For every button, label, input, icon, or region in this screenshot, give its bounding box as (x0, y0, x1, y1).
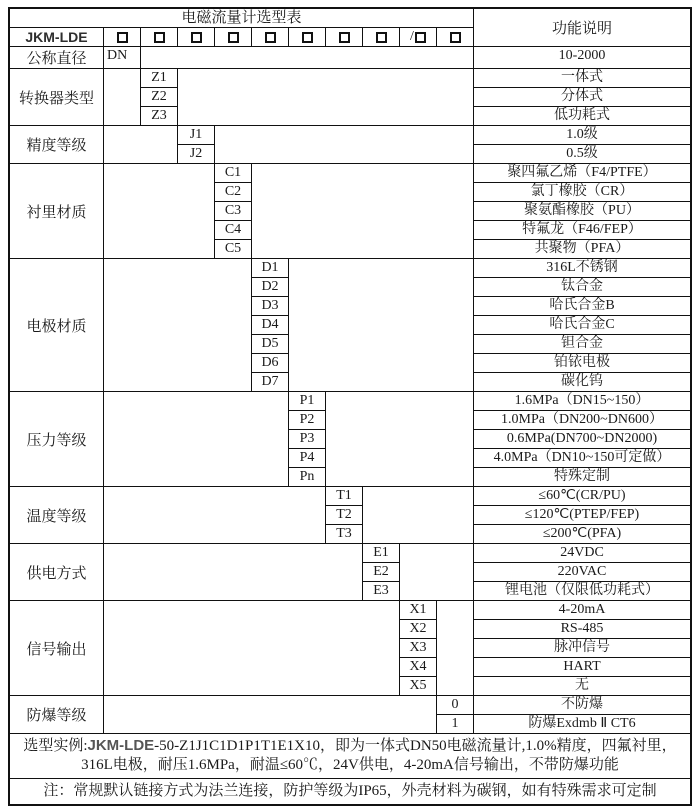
category-label: 精度等级 (10, 126, 104, 163)
merged-empty-cell (104, 544, 363, 600)
category-label: 电极材质 (10, 259, 104, 391)
merged-empty-cell (104, 487, 326, 543)
section-nominal-diameter (10, 46, 690, 68)
code-cell: D3 (252, 296, 288, 315)
model-prefix-label: JKM-LDE (10, 28, 104, 46)
code-cell: T3 (326, 524, 362, 543)
merged-empty-cell (252, 164, 474, 258)
category-label: 公称直径 (10, 47, 104, 68)
table-title: 电磁流量计选型表 (10, 9, 473, 28)
example-prefix: 选型实例: (23, 738, 88, 754)
example-brand: JKM-LDE (87, 737, 155, 754)
merged-empty-cell (437, 601, 474, 695)
section-electrode-material (10, 258, 690, 391)
checkbox-icon[interactable] (228, 32, 239, 43)
category-label: 信号输出 (10, 601, 104, 695)
merged-empty-cell (178, 69, 474, 125)
section-converter-type (10, 68, 690, 125)
merged-empty-cell (104, 696, 437, 733)
checkbox-icon[interactable] (450, 32, 461, 43)
model-code-row (10, 28, 473, 46)
merged-empty-cell (289, 259, 474, 391)
function-cell: 锂电池（仅限低功耗式） (474, 581, 690, 600)
code-cell: Pn (289, 467, 325, 486)
category-label: 衬里材质 (10, 164, 104, 258)
code-cell: P1 (299, 393, 315, 408)
merged-empty-cell (141, 47, 474, 68)
merged-empty-cell (104, 69, 141, 125)
function-cell: 哈氏合金C (474, 315, 690, 334)
code-box-cell (104, 28, 141, 46)
function-cell: 4.0MPa（DN10~150可定做） (474, 448, 690, 467)
code-cell: C3 (215, 201, 251, 220)
table-header (10, 9, 690, 46)
function-cell: ≤200℃(PFA) (474, 524, 690, 543)
function-cell: 220VAC (474, 562, 690, 581)
function-cell: RS-485 (474, 619, 690, 638)
function-cell: 铂铱电极 (474, 353, 690, 372)
merged-empty-cell (104, 164, 215, 258)
code-cell: D1 (261, 260, 279, 275)
merged-empty-cell (215, 126, 474, 163)
merged-empty-cell (104, 601, 400, 695)
category-label: 供电方式 (10, 544, 104, 600)
function-cell: 无 (474, 676, 690, 695)
function-column-header: 功能说明 (551, 21, 612, 37)
selection-table (8, 7, 692, 806)
category-label: 转换器类型 (10, 69, 104, 125)
category-label: 防爆等级 (10, 696, 104, 733)
function-cell: 4-20mA (558, 602, 606, 617)
code-cell: T1 (336, 488, 352, 503)
checkbox-icon[interactable] (339, 32, 350, 43)
code-cell: DN (107, 48, 128, 63)
code-cell: D5 (252, 334, 288, 353)
function-cell: 特殊定制 (474, 467, 690, 486)
function-cell: 钛合金 (474, 277, 690, 296)
function-cell: ≤60℃(CR/PU) (538, 488, 626, 503)
function-cell: 低功耗式 (474, 106, 690, 125)
code-cell: J2 (178, 144, 214, 163)
function-cell: ≤120℃(PTEP/FEP) (474, 505, 690, 524)
code-box-cell (252, 28, 289, 46)
code-cell: X3 (400, 638, 436, 657)
merged-empty-cell (400, 544, 474, 600)
code-cell: Z1 (151, 70, 167, 85)
code-box-cell (363, 28, 400, 46)
function-cell: 一体式 (561, 70, 603, 85)
code-cell: E1 (373, 545, 389, 560)
code-cell: C5 (215, 239, 251, 258)
code-cell: Z3 (141, 106, 177, 125)
section-pressure-rating (10, 391, 690, 486)
code-cell: P4 (289, 448, 325, 467)
section-power-supply (10, 543, 690, 600)
code-box-cell (141, 28, 178, 46)
section-liner-material (10, 163, 690, 258)
code-cell: Z2 (141, 87, 177, 106)
code-cell: D4 (252, 315, 288, 334)
section-accuracy-class (10, 125, 690, 163)
function-cell: 聚氨酯橡胶（PU） (474, 201, 690, 220)
function-cell: 聚四氟乙烯（F4/PTFE） (507, 165, 657, 180)
function-cell: 24VDC (560, 545, 604, 560)
code-cell: J1 (189, 127, 203, 142)
checkbox-icon[interactable] (154, 32, 165, 43)
checkbox-icon[interactable] (415, 32, 426, 43)
function-cell: 哈氏合金B (474, 296, 690, 315)
checkbox-icon[interactable] (265, 32, 276, 43)
code-cell: E3 (363, 581, 399, 600)
code-cell: C4 (215, 220, 251, 239)
code-box-cell (400, 28, 437, 46)
function-cell: 1.0级 (566, 127, 598, 142)
footnote: 注：常规默认链接方式为法兰连接，防护等级为IP65，外壳材料为碳钢，如有特殊需求可定制 (10, 778, 690, 804)
category-label: 压力等级 (10, 392, 104, 486)
function-cell: 分体式 (474, 87, 690, 106)
code-box-cell (326, 28, 363, 46)
code-box-cell (215, 28, 252, 46)
function-cell: 钽合金 (474, 334, 690, 353)
function-cell: 碳化钨 (474, 372, 690, 391)
code-box-cell (437, 28, 473, 46)
merged-empty-cell (104, 259, 252, 391)
function-cell: 316L不锈钢 (546, 260, 618, 275)
code-cell: D6 (252, 353, 288, 372)
code-cell: E2 (363, 562, 399, 581)
code-cell: X2 (400, 619, 436, 638)
checkbox-icon[interactable] (117, 32, 128, 43)
function-cell: HART (474, 657, 690, 676)
function-cell: 防爆Exdmb Ⅱ CT6 (474, 714, 690, 733)
function-cell: 10-2000 (558, 48, 606, 63)
code-cell: P2 (289, 410, 325, 429)
checkbox-icon[interactable] (376, 32, 387, 43)
function-cell: 1.6MPa（DN15~150） (514, 393, 650, 408)
merged-empty-cell (104, 126, 178, 163)
section-explosion-proof (10, 695, 690, 733)
code-cell: D2 (252, 277, 288, 296)
selection-example (10, 733, 690, 778)
function-cell: 1.0MPa（DN200~DN600） (474, 410, 690, 429)
code-cell: D7 (252, 372, 288, 391)
code-cell: X1 (409, 602, 427, 617)
merged-empty-cell (326, 392, 474, 486)
merged-empty-cell (363, 487, 474, 543)
function-cell: 脉冲信号 (474, 638, 690, 657)
checkbox-icon[interactable] (191, 32, 202, 43)
code-box-cell (289, 28, 326, 46)
code-cell: X5 (400, 676, 436, 695)
box-prefix: / (410, 29, 414, 44)
function-cell: 特氟龙（F46/FEP） (474, 220, 690, 239)
code-box-cell (178, 28, 215, 46)
checkbox-icon[interactable] (302, 32, 313, 43)
section-temperature-rating (10, 486, 690, 543)
code-cell: T2 (326, 505, 362, 524)
code-cell: C1 (224, 165, 242, 180)
code-cell: 0 (451, 697, 459, 712)
code-cell: P3 (289, 429, 325, 448)
category-label: 温度等级 (10, 487, 104, 543)
code-cell: C2 (215, 182, 251, 201)
merged-empty-cell (104, 392, 289, 486)
code-cell: X4 (400, 657, 436, 676)
function-cell: 共聚物（PFA） (474, 239, 690, 258)
function-cell: 0.6MPa(DN700~DN2000) (474, 429, 690, 448)
section-signal-output (10, 600, 690, 695)
example-text: -50-Z1J1C1D1P1T1E1X10，即为一体式DN50电磁流量计,1.0%精度，四氟衬里，316L电极，耐压1.6MPa，耐温≤60℃，24V供电，4-20mA信号输出，不带防爆功能 (81, 738, 677, 773)
function-cell: 0.5级 (474, 144, 690, 163)
code-cell: 1 (437, 714, 473, 733)
function-cell: 氯丁橡胶（CR） (474, 182, 690, 201)
function-cell: 不防爆 (561, 697, 603, 712)
